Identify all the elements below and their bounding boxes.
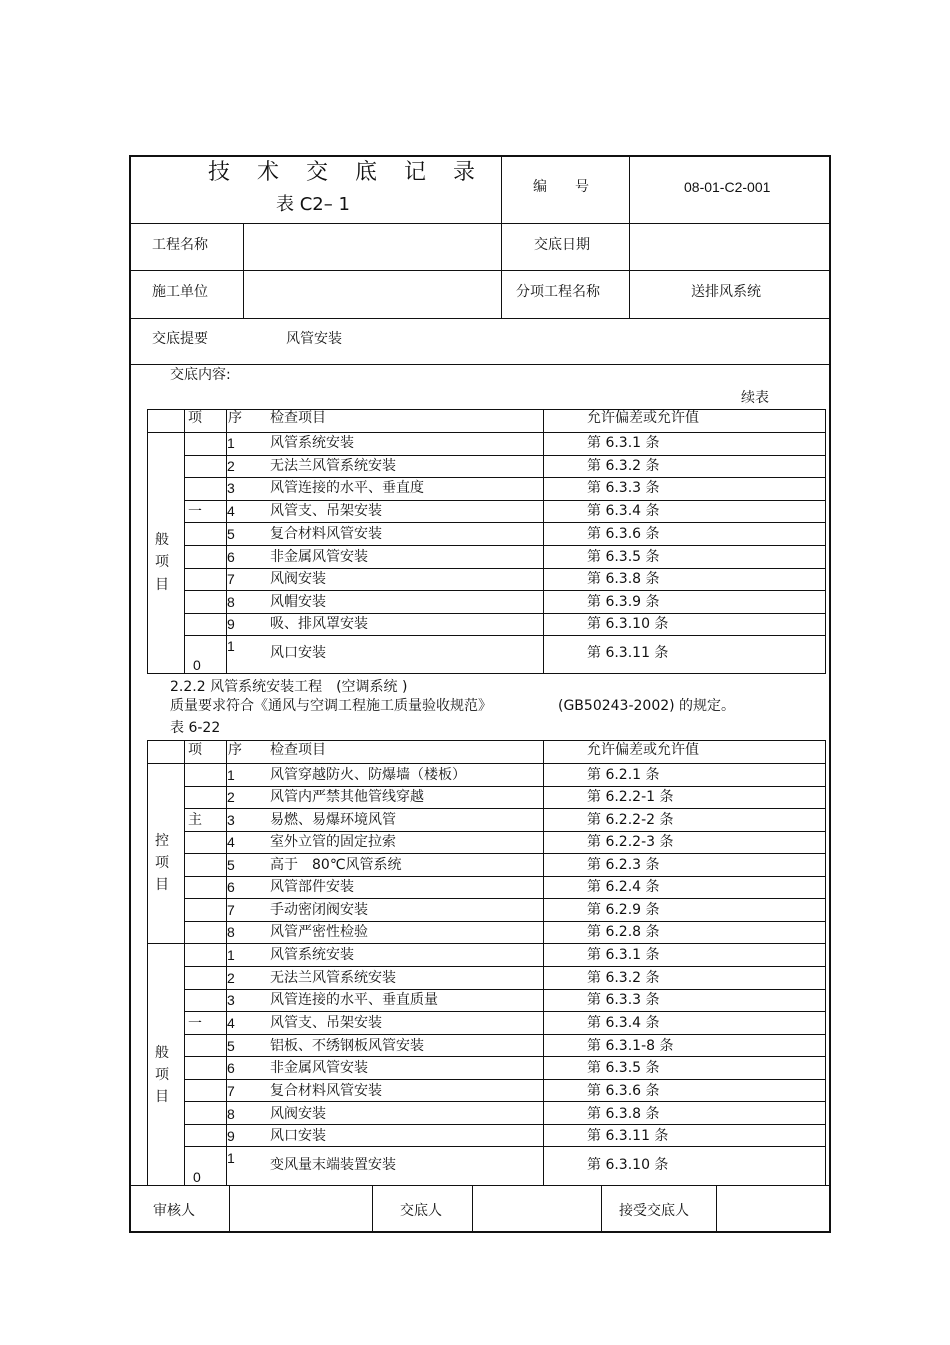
label-divider <box>243 223 244 319</box>
row-item: 无法兰风管系统安装 <box>270 970 396 986</box>
table-line <box>184 831 826 832</box>
row-item: 风管严密性检验 <box>270 924 368 940</box>
row-item: 无法兰风管系统安装 <box>270 458 396 474</box>
table-line <box>184 921 826 922</box>
group-label-char: 目 <box>155 577 169 593</box>
row-number: 9 <box>227 1128 235 1144</box>
table-line <box>184 808 826 809</box>
row-item: 复合材料风管安装 <box>270 1083 382 1099</box>
table-line <box>184 613 826 614</box>
row-ref: 第 6.2.1 条 <box>587 767 660 783</box>
table-line <box>147 409 148 674</box>
row-ref: 第 6.3.10 条 <box>587 1157 669 1173</box>
table-line <box>184 455 826 456</box>
col-header-item: 检查项目 <box>270 410 326 426</box>
row-number: 1 <box>227 767 235 783</box>
row-number: 7 <box>227 1083 235 1099</box>
row-ref: 第 6.3.9 条 <box>587 594 660 610</box>
table-line <box>147 432 826 433</box>
group-label-top: 一 <box>188 504 202 520</box>
row-number: 4 <box>227 834 235 850</box>
col-header-type: 项 <box>188 742 202 758</box>
row-ref: 第 6.2.2-1 条 <box>587 789 674 805</box>
row-item: 风管支、吊架安装 <box>270 1015 382 1031</box>
row-item: 高于 80℃风管系统 <box>270 857 402 873</box>
main-group-label-char: 目 <box>155 877 169 893</box>
table-line <box>184 989 826 990</box>
table-line <box>184 1056 826 1057</box>
row-number-tail: 0 <box>193 657 201 673</box>
row-ref: 第 6.3.6 条 <box>587 526 660 542</box>
table-line <box>184 1124 826 1125</box>
col-header-tolerance: 允许偏差或允许值 <box>587 410 699 426</box>
group-label-char: 项 <box>155 554 169 570</box>
row-ref: 第 6.2.2-3 条 <box>587 834 674 850</box>
row-ref: 第 6.2.4 条 <box>587 879 660 895</box>
outer-border-top <box>129 155 831 157</box>
row-line <box>129 318 831 319</box>
footer-divider <box>472 1185 473 1232</box>
row-item: 风管系统安装 <box>270 947 354 963</box>
row-ref: 第 6.3.11 条 <box>587 1128 669 1144</box>
table-line <box>184 568 826 569</box>
row-number: 5 <box>227 857 235 873</box>
row-number: 1 <box>227 435 235 451</box>
content-label: 交底内容: <box>170 367 231 383</box>
header-divider <box>501 155 502 319</box>
row-ref: 第 6.3.2 条 <box>587 458 660 474</box>
row-ref: 第 6.3.1 条 <box>587 435 660 451</box>
date-label: 交底日期 <box>534 237 590 253</box>
project-name-label: 工程名称 <box>152 237 208 253</box>
row-number: 2 <box>227 458 235 474</box>
builder-label: 施工单位 <box>152 284 208 300</box>
table-line <box>543 740 544 1186</box>
row-line <box>129 223 831 224</box>
row-item: 风管连接的水平、垂直度 <box>270 480 424 496</box>
row-number: 6 <box>227 879 235 895</box>
row-ref: 第 6.3.4 条 <box>587 503 660 519</box>
row-item: 变风量末端装置安装 <box>270 1157 396 1173</box>
row-line <box>129 364 831 365</box>
table-line <box>184 477 826 478</box>
row-number-tail: 0 <box>193 1169 201 1185</box>
standard-ref: (GB50243-2002) 的规定。 <box>558 698 736 714</box>
row-number: 3 <box>227 480 235 496</box>
section-heading: 2.2.2 风管系统安装工程 (空调系统 ) <box>170 679 408 695</box>
row-item: 易燃、易爆环境风管 <box>270 812 396 828</box>
row-number: 9 <box>227 616 235 632</box>
row-number: 2 <box>227 970 235 986</box>
row-ref: 第 6.3.6 条 <box>587 1083 660 1099</box>
reviewer-label: 审核人 <box>153 1203 195 1219</box>
row-number: 4 <box>227 1015 235 1031</box>
row-number: 7 <box>227 902 235 918</box>
row-number: 1 <box>227 638 235 654</box>
form-number: 表 C2– 1 <box>276 194 350 215</box>
row-number: 7 <box>227 571 235 587</box>
row-ref: 第 6.3.5 条 <box>587 549 660 565</box>
table-line <box>825 409 826 674</box>
row-number: 8 <box>227 594 235 610</box>
receiver-label: 接受交底人 <box>619 1203 689 1219</box>
quality-text: 质量要求符合《通风与空调工程施工质量验收规范》 <box>170 698 492 714</box>
row-item: 复合材料风管安装 <box>270 526 382 542</box>
code-label: 编 号 <box>533 179 589 195</box>
row-item: 风管支、吊架安装 <box>270 503 382 519</box>
footer-divider <box>372 1185 373 1232</box>
outer-border-left <box>129 155 131 1233</box>
row-item: 风管部件安装 <box>270 879 354 895</box>
footer-divider <box>601 1185 602 1232</box>
header-divider <box>629 155 630 319</box>
table-line <box>184 1011 826 1012</box>
sub-project-value: 送排风系统 <box>691 284 761 300</box>
row-ref: 第 6.3.1 条 <box>587 947 660 963</box>
row-ref: 第 6.3.8 条 <box>587 1106 660 1122</box>
row-ref: 第 6.3.11 条 <box>587 645 669 661</box>
table-line <box>184 1034 826 1035</box>
table-line <box>184 876 826 877</box>
table-line <box>184 966 826 967</box>
table-line <box>184 590 826 591</box>
table-line <box>184 853 826 854</box>
table-line <box>184 898 826 899</box>
general-group-label-char: 项 <box>155 1067 169 1083</box>
table-line <box>147 943 826 944</box>
outer-border-right <box>829 155 831 1233</box>
row-number: 8 <box>227 1106 235 1122</box>
row-ref: 第 6.2.3 条 <box>587 857 660 873</box>
row-ref: 第 6.3.10 条 <box>587 616 669 632</box>
general-group-label-char: 般 <box>155 1045 169 1061</box>
summary-value: 风管安装 <box>286 331 342 347</box>
row-number: 2 <box>227 789 235 805</box>
discloser-label: 交底人 <box>400 1203 442 1219</box>
table-line <box>129 1185 831 1186</box>
row-ref: 第 6.3.8 条 <box>587 571 660 587</box>
row-item: 风管穿越防火、防爆墙（楼板） <box>270 767 466 783</box>
row-number: 4 <box>227 503 235 519</box>
main-group-label-char: 项 <box>155 855 169 871</box>
row-ref: 第 6.3.1-8 条 <box>587 1038 674 1054</box>
continued-label: 续表 <box>741 390 769 406</box>
table-line <box>147 740 148 1186</box>
table-name: 表 6-22 <box>170 720 221 736</box>
row-number: 3 <box>227 812 235 828</box>
table-line <box>825 740 826 1186</box>
table-line <box>184 635 826 636</box>
row-item: 风口安装 <box>270 645 326 661</box>
table-line <box>147 763 826 764</box>
row-number: 6 <box>227 549 235 565</box>
group-label-char: 般 <box>155 532 169 548</box>
row-item: 非金属风管安装 <box>270 1060 368 1076</box>
row-ref: 第 6.2.2-2 条 <box>587 812 674 828</box>
row-number: 6 <box>227 1060 235 1076</box>
row-item: 室外立管的固定拉索 <box>270 834 396 850</box>
row-item: 风阀安装 <box>270 571 326 587</box>
summary-label: 交底提要 <box>152 331 208 347</box>
footer-divider <box>716 1185 717 1232</box>
general-group-label-top: 一 <box>188 1016 202 1032</box>
row-item: 吸、排风罩安装 <box>270 616 368 632</box>
main-group-label-top: 主 <box>188 812 202 828</box>
row-item: 风管内严禁其他管线穿越 <box>270 789 424 805</box>
table-line <box>184 500 826 501</box>
row-line <box>129 270 831 271</box>
table-line <box>543 409 544 674</box>
sub-project-label: 分项工程名称 <box>516 284 600 300</box>
row-item: 风帽安装 <box>270 594 326 610</box>
code-value: 08-01-C2-001 <box>684 179 771 195</box>
row-ref: 第 6.2.8 条 <box>587 924 660 940</box>
row-item: 非金属风管安装 <box>270 549 368 565</box>
table-line <box>184 522 826 523</box>
row-item: 风口安装 <box>270 1128 326 1144</box>
page-title: 技 术 交 底 记 录 <box>208 160 485 185</box>
row-item: 手动密闭阀安装 <box>270 902 368 918</box>
row-number: 1 <box>227 1150 235 1166</box>
general-group-label-char: 目 <box>155 1089 169 1105</box>
row-item: 风阀安装 <box>270 1106 326 1122</box>
footer-divider <box>229 1185 230 1232</box>
table-line <box>147 673 826 674</box>
table-line <box>184 740 185 1186</box>
table-line <box>147 740 826 741</box>
row-ref: 第 6.3.4 条 <box>587 1015 660 1031</box>
row-item: 铝板、不绣钢板风管安装 <box>270 1038 424 1054</box>
table-line <box>147 409 826 410</box>
outer-border-bottom <box>129 1231 831 1233</box>
table-line <box>184 1146 826 1147</box>
row-number: 1 <box>227 947 235 963</box>
row-number: 5 <box>227 526 235 542</box>
table-line <box>184 409 185 674</box>
row-ref: 第 6.3.3 条 <box>587 992 660 1008</box>
row-number: 3 <box>227 992 235 1008</box>
table-line <box>184 545 826 546</box>
col-header-seq: 序 <box>228 410 242 426</box>
table-line <box>184 1079 826 1080</box>
table-line <box>184 786 826 787</box>
row-item: 风管连接的水平、垂直质量 <box>270 992 438 1008</box>
main-group-label-char: 控 <box>155 833 169 849</box>
row-number: 8 <box>227 924 235 940</box>
col-header-type: 项 <box>188 410 202 426</box>
row-number: 5 <box>227 1038 235 1054</box>
col-header-item: 检查项目 <box>270 742 326 758</box>
row-item: 风管系统安装 <box>270 435 354 451</box>
col-header-tolerance: 允许偏差或允许值 <box>587 742 699 758</box>
row-ref: 第 6.3.3 条 <box>587 480 660 496</box>
row-ref: 第 6.3.2 条 <box>587 970 660 986</box>
row-ref: 第 6.2.9 条 <box>587 902 660 918</box>
table-line <box>184 1101 826 1102</box>
col-header-seq: 序 <box>228 742 242 758</box>
row-ref: 第 6.3.5 条 <box>587 1060 660 1076</box>
